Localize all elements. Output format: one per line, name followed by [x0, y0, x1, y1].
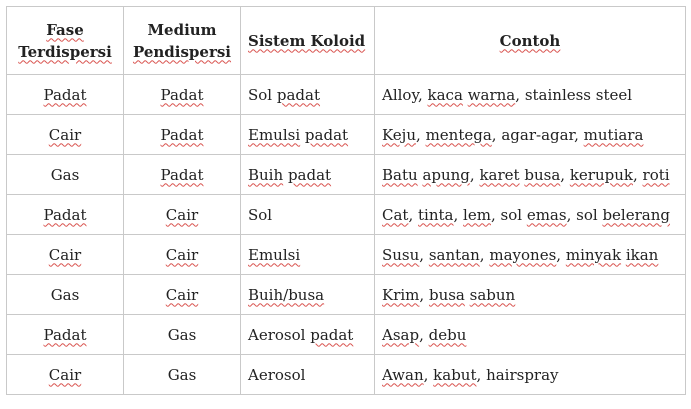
contoh-cell: Batu apung, karet busa, kerupuk, roti [375, 155, 686, 195]
medium-pendispersi-cell: Gas [124, 355, 241, 395]
header-row [7, 7, 686, 75]
table-row [7, 315, 686, 355]
header-line: Terdispersi [18, 42, 112, 61]
contoh-cell: Alloy, kaca warna, stainless steel [375, 75, 686, 115]
medium-pendispersi-cell: Padat [124, 155, 241, 195]
sistem-koloid-cell: Buih padat [241, 155, 375, 195]
fase-terdispersi-cell: Cair [7, 355, 124, 395]
table-row [7, 355, 686, 395]
fase-terdispersi-cell: Padat [7, 195, 124, 235]
header-line: Medium [147, 20, 217, 39]
contoh-cell: Krim, busa sabun [375, 275, 686, 315]
table-row [7, 115, 686, 155]
header-line: Sistem Koloid [248, 31, 366, 50]
header-sistem-koloid [241, 7, 375, 75]
document-page [6, 6, 686, 395]
sistem-koloid-cell: Sol [241, 195, 375, 235]
header-medium-pendispersi [124, 7, 241, 75]
medium-pendispersi-cell: Padat [124, 115, 241, 155]
header-line: Contoh [499, 31, 561, 50]
header-line: Pendispersi [132, 42, 232, 61]
table-row [7, 75, 686, 115]
sistem-koloid-cell: Emulsi [241, 235, 375, 275]
colloid-table [6, 6, 686, 395]
contoh-cell: Cat, tinta, lem, sol emas, sol belerang [375, 195, 686, 235]
sistem-koloid-cell: Sol padat [241, 75, 375, 115]
contoh-cell: Susu, santan, mayones, minyak ikan [375, 235, 686, 275]
fase-terdispersi-cell: Cair [7, 235, 124, 275]
contoh-cell: Awan, kabut, hairspray [375, 355, 686, 395]
sistem-koloid-cell: Emulsi padat [241, 115, 375, 155]
sistem-koloid-cell: Aerosol [241, 355, 375, 395]
table-row [7, 235, 686, 275]
table-row [7, 155, 686, 195]
header-fase-terdispersi [7, 7, 124, 75]
contoh-cell: Asap, debu [375, 315, 686, 355]
fase-terdispersi-cell: Padat [7, 315, 124, 355]
medium-pendispersi-cell: Cair [124, 275, 241, 315]
table-row [7, 195, 686, 235]
medium-pendispersi-cell: Padat [124, 75, 241, 115]
header-contoh [375, 7, 686, 75]
table-row [7, 275, 686, 315]
medium-pendispersi-cell: Cair [124, 195, 241, 235]
contoh-cell: Keju, mentega, agar-agar, mutiara [375, 115, 686, 155]
fase-terdispersi-cell: Padat [7, 75, 124, 115]
fase-terdispersi-cell: Gas [7, 155, 124, 195]
sistem-koloid-cell: Buih/busa [241, 275, 375, 315]
medium-pendispersi-cell: Gas [124, 315, 241, 355]
fase-terdispersi-cell: Gas [7, 275, 124, 315]
sistem-koloid-cell: Aerosol padat [241, 315, 375, 355]
header-line: Fase [46, 20, 84, 39]
medium-pendispersi-cell: Cair [124, 235, 241, 275]
fase-terdispersi-cell: Cair [7, 115, 124, 155]
